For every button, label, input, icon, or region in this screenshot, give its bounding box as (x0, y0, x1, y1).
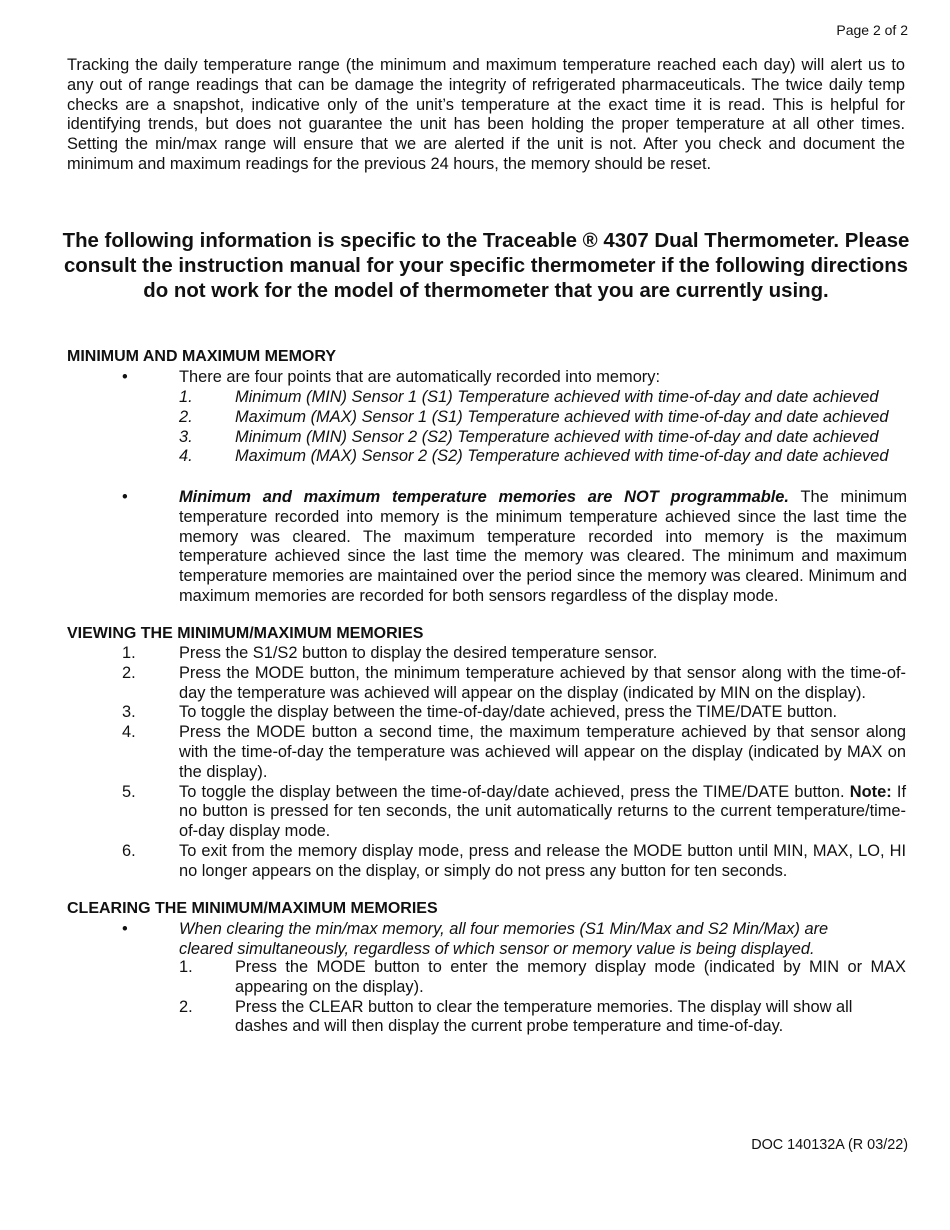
step-number: 4. (122, 723, 136, 742)
step-number: 6. (122, 841, 136, 860)
list-item (122, 664, 906, 704)
list-item (122, 703, 906, 723)
bullet-programmable-note: • (122, 488, 128, 506)
note-label: Note: (849, 782, 892, 801)
intro-paragraph: Tracking the daily temperature range (the minimum and maximum temperature reached each day) will alert us to any out of range readings that can be damage the integrity of refrigerated pharmaceuticals. The twice daily temp checks are a snapshot, indicative only of the unit’s temperature at the exact time it is read. This is helpful for identifying trends, but does not guarantee the unit has been holding the proper temperature at all other times. Setting the min/max range will ensure that we are alerted if the unit is not. After you check and document the minimum and maximum readings for the previous 24 hours, the memory should be reset. (67, 56, 905, 173)
list-item-text: Minimum (MIN) Sensor 2 (S2) Temperature achieved with time-of-day and date achieved (235, 427, 879, 446)
clearing-note: When clearing the min/max memory, all four memories (S1 Min/Max and S2 Min/Max) are cleared simultaneously, regardless of which sensor or memory value is being displayed. (179, 920, 829, 958)
step-text: Press the MODE button to enter the memory display mode (indicated by MIN or MAX appearing on the display). (235, 958, 906, 996)
memory-points-list (179, 388, 908, 467)
points-intro-text: There are four points that are automatically recorded into memory: (179, 368, 661, 386)
list-item (179, 408, 908, 428)
list-item (179, 998, 906, 1038)
step-text: Press the CLEAR button to clear the temperature memories. The display will show all dashes and will then display the current probe temperature and time-of-day. (235, 997, 853, 1036)
list-item-text: Minimum (MIN) Sensor 1 (S1) Temperature achieved with time-of-day and date achieved (235, 388, 879, 406)
step-text: Press the MODE button, the minimum temperature achieved by that sensor along with the time-of-day the temperature was achieved will appear on the display (indicated by MIN on the display). (179, 663, 906, 702)
section-heading-viewing: VIEWING THE MINIMUM/MAXIMUM MEMORIES (67, 625, 424, 642)
programmable-note-text: The minimum temperature recorded into memory is the minimum temperature achieved since the last time the memory was cleared. The maximum temperature recorded into memory is the maximum temperature achieved since the last time the memory was cleared. The minimum and maximum temperature memories are maintained over the period since the memory was cleared. Minimum and maximum memories are recorded for both sensors regardless of the display mode. (179, 488, 907, 605)
list-item-number: 3. (179, 427, 193, 446)
list-item (122, 723, 906, 782)
bullet-clearing-note: • (122, 920, 128, 938)
bullet-points-intro: • (122, 368, 128, 386)
step-text: To exit from the memory display mode, press and release the MODE button until MIN, MAX, LO, HI no longer appears on the display, or simply do not press any button for ten seconds. (179, 841, 906, 880)
list-item-number: 4. (179, 447, 193, 466)
step-number: 1. (122, 644, 136, 662)
list-item (179, 447, 908, 467)
programmable-note-emphasis: Minimum and maximum temperature memories are NOT programmable. (179, 488, 789, 506)
list-item (179, 958, 906, 998)
programmable-note (179, 488, 907, 607)
clearing-steps-list (179, 958, 906, 1037)
step-number: 2. (122, 663, 136, 682)
step-text-part: To toggle the display between the time-of-day/date achieved, press the TIME/DATE button. (179, 782, 845, 801)
step-number: 3. (122, 703, 136, 722)
step-text: Press the S1/S2 button to display the desired temperature sensor. (179, 644, 658, 662)
list-item (179, 388, 908, 408)
list-item (122, 644, 906, 664)
list-item-text: Maximum (MAX) Sensor 2 (S2) Temperature achieved with time-of-day and date achieved (235, 447, 889, 466)
list-item (179, 428, 908, 448)
document-id: DOC 140132A (R 03/22) (751, 1137, 908, 1153)
section-heading-clearing: CLEARING THE MINIMUM/MAXIMUM MEMORIES (67, 900, 438, 917)
step-text: To toggle the display between the time-of-day/date achieved, press the TIME/DATE button. (179, 703, 838, 722)
section-heading-min-max-memory: MINIMUM AND MAXIMUM MEMORY (67, 348, 337, 365)
viewing-steps-list (122, 644, 906, 882)
step-text: Press the MODE button a second time, the maximum temperature achieved by that sensor along with the time-of-day the temperature was achieved will appear on the display (indicated by MAX on the display). (179, 723, 906, 781)
list-item (122, 842, 906, 882)
step-number: 5. (122, 782, 136, 801)
step-number: 1. (179, 958, 193, 976)
step-text-part: If no button is pressed for ten seconds, the unit automatically returns to the current temperature/time-of-day display mode. (179, 782, 906, 841)
list-item-text: Maximum (MAX) Sensor 1 (S1) Temperature achieved with time-of-day and date achieved (235, 407, 889, 426)
list-item (122, 783, 906, 842)
list-item-number: 2. (179, 407, 193, 426)
step-number: 2. (179, 997, 193, 1016)
step-text (179, 783, 906, 842)
page-number: Page 2 of 2 (836, 22, 908, 38)
thermometer-notice: The following information is specific to the Traceable ® 4307 Dual Thermometer. Please consult the instruction manual for your specific thermometer if the following directions do not work for the model of thermometer that you are currently using. (62, 230, 910, 302)
list-item-number: 1. (179, 388, 193, 406)
